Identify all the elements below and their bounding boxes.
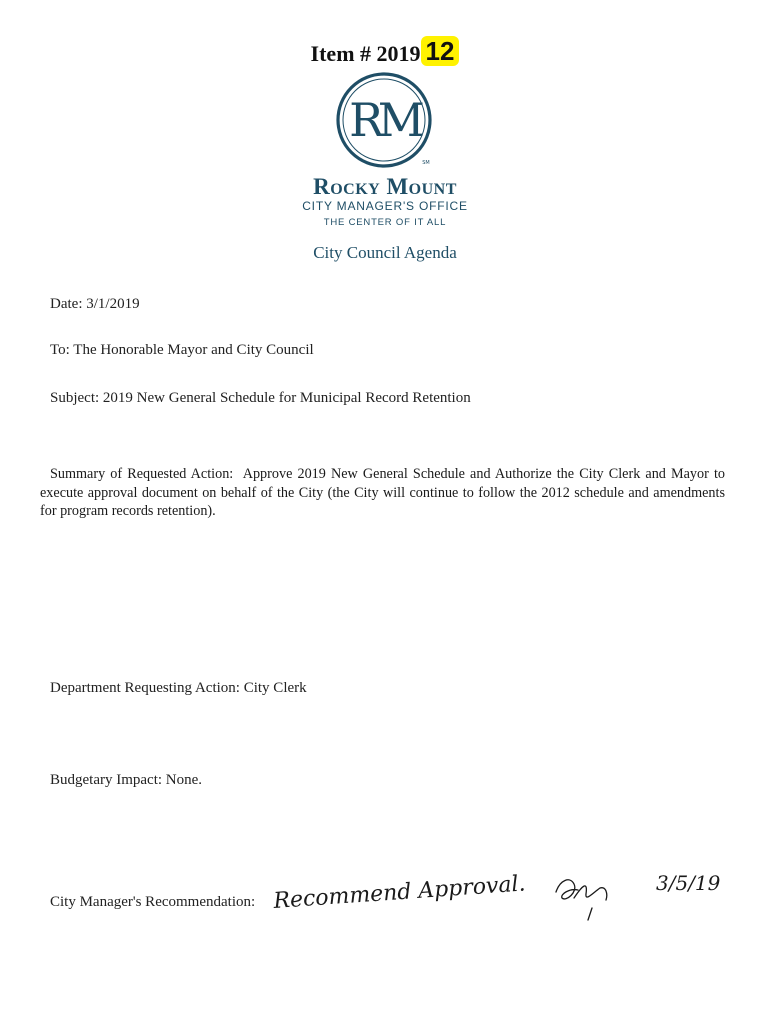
department-line — [50, 680, 307, 697]
signature-scribble-icon — [556, 880, 607, 920]
summary-label: Summary of Requested Action: — [50, 466, 234, 482]
subject-line — [50, 390, 471, 407]
organization-name: Rocky Mount — [313, 174, 457, 199]
department-label: Department Requesting Action: — [50, 680, 240, 696]
city-logo-icon — [334, 70, 438, 174]
document-title: City Council Agenda — [313, 243, 457, 262]
item-number-highlight: 12 — [421, 36, 460, 66]
handwritten-recommendation-icon — [270, 858, 730, 928]
budget-label: Budgetary Impact: — [50, 772, 163, 788]
date-label: Date: — [50, 296, 83, 312]
item-prefix: Item # 2019 — [310, 41, 421, 66]
service-mark: SM — [422, 160, 430, 166]
recommendation-label: City Manager's Recommendation: — [50, 894, 256, 910]
summary-paragraph — [40, 465, 725, 521]
organization-office: CITY MANAGER'S OFFICE — [302, 199, 468, 213]
handwritten-date: 3/5/19 — [656, 871, 721, 895]
item-number-header — [0, 36, 770, 67]
handwritten-recommendation-text: Recommend Approval. — [272, 871, 527, 914]
summary-value: Approve 2019 New General Schedule and Authorize the City Clerk and Mayor to execute approval document on behalf of the City (the City will continue to follow the 2012 schedule and amendments for program records retention). — [40, 466, 726, 519]
organization-tagline: THE CENTER OF IT ALL — [323, 217, 447, 228]
recommendation-line — [50, 894, 255, 911]
department-value: City Clerk — [243, 680, 307, 696]
to-label: To: — [50, 342, 70, 358]
subject-label: Subject: — [50, 390, 100, 406]
subject-value: 2019 New General Schedule for Municipal Record Retention — [102, 390, 471, 406]
to-line — [50, 342, 314, 359]
budget-value: None. — [165, 772, 203, 788]
logo-monogram: RM — [349, 93, 419, 147]
budget-line — [50, 772, 202, 789]
date-value: 3/1/2019 — [86, 296, 140, 312]
to-value: The Honorable Mayor and City Council — [73, 342, 314, 358]
date-line — [50, 296, 140, 313]
